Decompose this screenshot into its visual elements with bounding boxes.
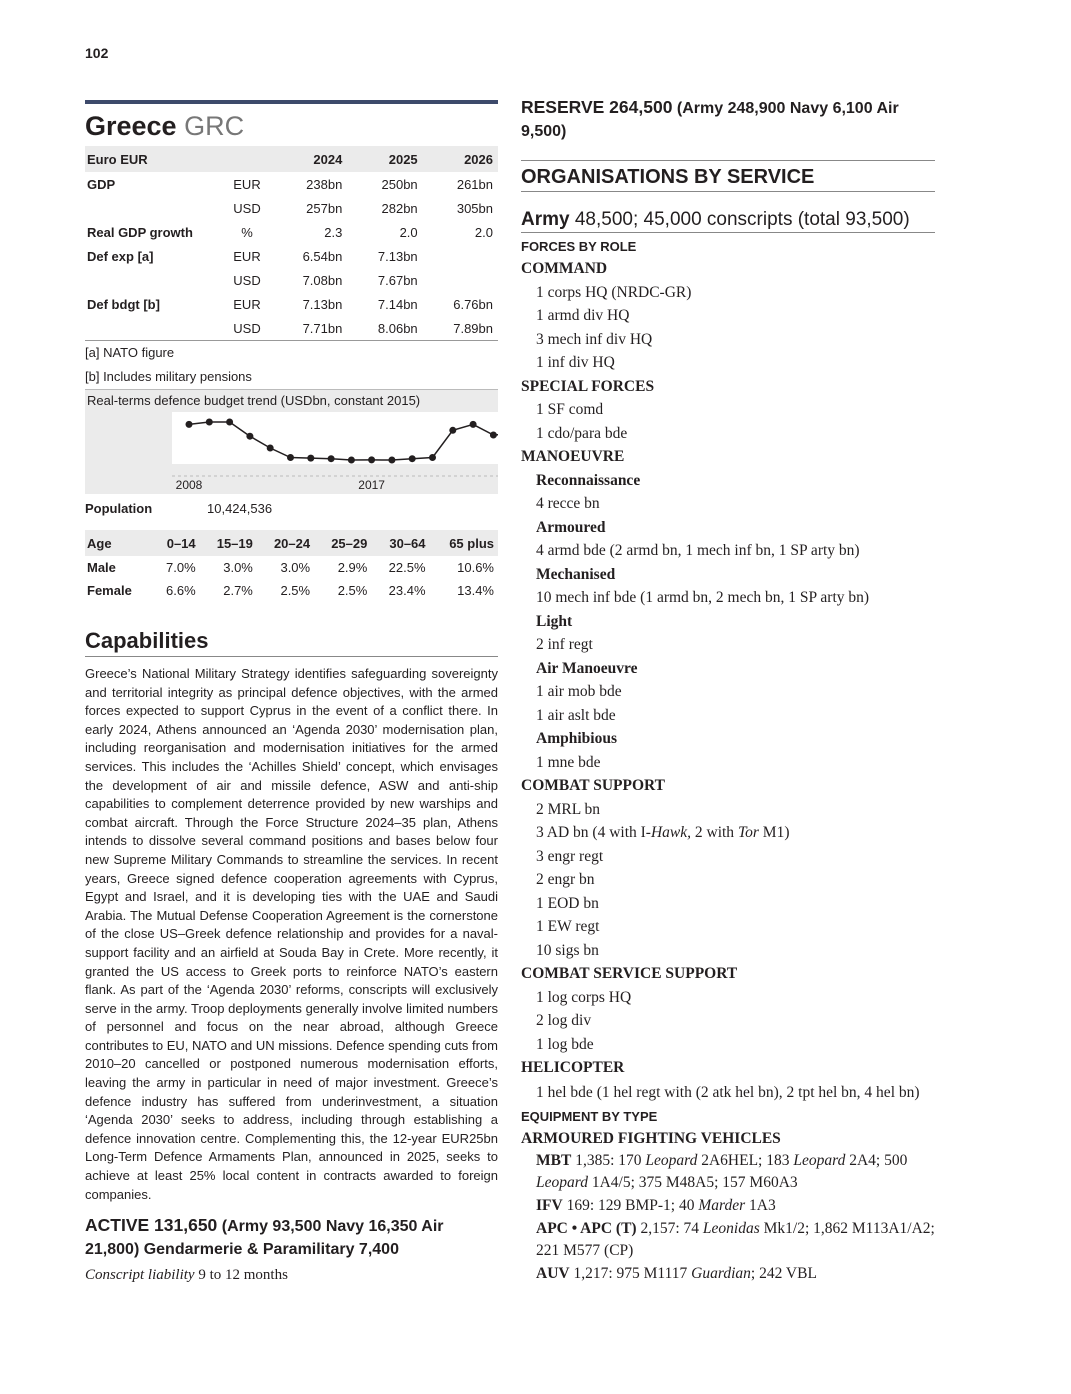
- conscript-label: Conscript liability: [85, 1267, 195, 1284]
- age-table: [85, 530, 498, 602]
- ifv-text: 1A3: [745, 1197, 776, 1214]
- data-point: [246, 433, 253, 440]
- age-table-column-header: 30–64: [371, 530, 429, 556]
- data-point: [449, 427, 456, 434]
- role-subcategory-heading: Mechanised: [536, 565, 616, 583]
- conscript-value: 9 to 12 months: [198, 1267, 288, 1284]
- age-table-cell: 7.0%: [166, 560, 196, 575]
- orbat-column: [521, 96, 935, 1286]
- role-item: 1 cdo/para bde: [536, 424, 628, 442]
- role-item: 4 recce bn: [536, 495, 600, 512]
- role-subcategory-heading: Reconnaissance: [536, 471, 641, 489]
- data-point: [409, 455, 416, 462]
- economic-table-cell: [423, 268, 498, 292]
- economic-table-column-header: 2026: [423, 146, 498, 172]
- apc-entry: [521, 1218, 935, 1262]
- role-item: 2 MRL bn: [536, 800, 601, 818]
- active-personnel: [85, 1214, 498, 1261]
- age-table-cell: 6.6%: [166, 583, 196, 598]
- role-category-heading: MANOEUVRE: [521, 448, 625, 465]
- age-table-column-header: 0–14: [151, 530, 200, 556]
- age-table-cell: 2.7%: [223, 583, 253, 598]
- economic-table-column-header: 2024: [272, 146, 347, 172]
- economic-table-cell: EUR: [233, 176, 261, 192]
- forces-by-role-heading: FORCES BY ROLE: [521, 239, 637, 254]
- trend-line-chart: [85, 390, 498, 494]
- mbt-type: Leopard: [645, 1152, 698, 1169]
- age-table-cell: 22.5%: [388, 560, 426, 575]
- ifv-label: IFV: [536, 1197, 563, 1214]
- age-table-column-header: Age: [85, 530, 151, 556]
- data-point: [470, 421, 477, 428]
- organisations-heading: ORGANISATIONS BY SERVICE: [521, 160, 935, 192]
- economic-table-cell: [85, 196, 222, 220]
- age-table-cell: 23.4%: [388, 583, 426, 598]
- role-item: 1 log bde: [536, 1035, 594, 1053]
- role-item: 10 sigs bn: [536, 941, 599, 959]
- economic-table-row: [85, 196, 498, 220]
- role-item: 1 armd div HQ: [536, 307, 630, 324]
- role-item: 1 log corps HQ: [536, 988, 632, 1006]
- economic-table-cell: USD: [222, 316, 272, 341]
- role-category-heading: COMBAT SUPPORT: [521, 777, 665, 794]
- age-table-column-header: 25–29: [314, 530, 371, 556]
- economic-table-row: [85, 172, 498, 196]
- role-category-heading: COMMAND: [521, 260, 608, 277]
- economic-table-cell: 2.0: [399, 224, 418, 240]
- data-point: [287, 454, 294, 461]
- capabilities-text: Greece’s National Military Strategy identifies safeguarding sovereignty and territorial integrity as principal defence objectives, with the armed forces expected to support Cyprus in the event of a conflict there. In early 2024, Athens announced an ‘Agenda 2030’ modernisation plan, including reorganisation and modernisation initiatives for the armed services. This includes the ‘Achilles Shield’ concept, which envisages the development of air and missile defence, ASW and anti-ship capabilities to complement deterrence provided by new warships and combat aircraft. Through the Force Structure 2024–35 plan, Athens intends to dissolve several command positions and bases below four new Supreme Military Commands to streamline the services. In recent years, Greece signed defence cooperation agreements with Cyprus, Egypt and Israel, and it is developing ties with the UAE and Saudi Arabia. The Mutual Defense Cooperation Agreement is the cornerstone of the close US–Greek defence relationship and provides for a naval-support facility and an airfield at Souda Bay in Crete. More recently, it granted the US access to Greek ports to reinforce NATO’s eastern flank. As part of the ‘Agenda 2030’ reforms, conscripts will exclusively serve in the army. Troop deployments generally involve limited numbers of personnel and focus on the near abroad, although Greece contributes to EU, NATO and UN missions. Defence spending cuts from 2010–20 cancelled or postponed numerous modernisation efforts, leaving the army in particular in need of major investment. Greece’s defence industry has suffered from underinvestment, a situation ‘Agenda 2030’ seeks to address, including through establishing a defence innovation centre. Complementing this, the 12-year EUR25bn Long-Term Defence Armaments Plan, announced in 2025, seeks to achieve at least 25% local content in contracts awarded to foreign companies.: [85, 666, 498, 1202]
- economic-table-cell: 257bn: [306, 200, 343, 216]
- role-item: 3 mech inf div HQ: [536, 330, 653, 348]
- economic-table-cell: [423, 244, 498, 268]
- economic-table-cell: 282bn: [381, 200, 418, 216]
- mbt-text: 1,385: 170: [571, 1152, 646, 1169]
- economic-table-cell: 2.0: [474, 224, 493, 240]
- x-tick-label: 2008: [175, 478, 203, 492]
- apc-label: APC • APC (T): [536, 1220, 637, 1237]
- role-item-text: M1): [758, 824, 790, 841]
- mbt-type: Leopard: [793, 1152, 846, 1169]
- economic-table-row: [85, 316, 498, 341]
- ifv-text: 169: 129 BMP-1; 40: [562, 1197, 699, 1214]
- economic-table: [85, 146, 498, 341]
- economic-table-row: [85, 268, 498, 292]
- note-a: [a] NATO figure: [85, 345, 175, 360]
- data-point: [206, 419, 213, 426]
- conscript-liability: [85, 1267, 498, 1284]
- role-item: 3 engr regt: [536, 847, 604, 865]
- role-item: 1 SF comd: [536, 401, 604, 418]
- economic-table-row: [85, 220, 498, 244]
- data-point: [490, 432, 497, 439]
- active-label: ACTIVE 131,650: [85, 1215, 218, 1236]
- reserve-personnel: [521, 96, 935, 143]
- age-table-column-header: 15–19: [200, 530, 257, 556]
- economic-table-cell: 7.13bn: [302, 296, 343, 312]
- role-item: 1 air mob bde: [536, 683, 622, 700]
- economic-table-cell: 7.71bn: [272, 316, 347, 341]
- economic-table-cell: 7.13bn: [377, 248, 418, 264]
- budget-trend-chart: [85, 389, 498, 494]
- age-table-column-header: 65 plus: [430, 530, 498, 556]
- economic-table-cell: 6.76bn: [453, 296, 493, 312]
- role-item: 2 inf regt: [536, 636, 593, 653]
- age-table-row: [85, 556, 498, 579]
- role-category-heading: HELICOPTER: [521, 1059, 625, 1076]
- economic-table-cell: GDP: [87, 176, 116, 192]
- role-item: 1 inf div HQ: [536, 354, 615, 371]
- economic-table-header: [85, 146, 498, 172]
- equipment-heading: EQUIPMENT BY TYPE: [521, 1108, 658, 1124]
- mbt-entry: [521, 1150, 935, 1194]
- economic-table-row: [85, 292, 498, 316]
- economic-table-cell: 250bn: [381, 176, 418, 192]
- age-table-cell: Male: [87, 560, 116, 575]
- data-point: [267, 445, 274, 452]
- economic-table-cell: 305bn: [456, 200, 493, 216]
- role-item: 2 log div: [536, 1012, 592, 1029]
- age-table-cell: 2.5%: [280, 583, 311, 598]
- country-name: Greece: [85, 111, 177, 141]
- role-category-heading: COMBAT SERVICE SUPPORT: [521, 965, 738, 982]
- army-detail: 48,500; 45,000 conscripts (total 93,500): [574, 209, 910, 230]
- age-table-header: [85, 530, 498, 556]
- system-name: Tor: [737, 824, 759, 841]
- data-point: [307, 455, 314, 462]
- country-title: [85, 111, 498, 142]
- note-b: [b] Includes military pensions: [85, 369, 252, 384]
- role-item: 10 mech inf bde (1 armd bn, 2 mech bn, 1 SP arty bn): [536, 589, 870, 606]
- age-table-cell: 3.0%: [280, 560, 311, 575]
- role-subcategory-heading: Amphibious: [536, 730, 617, 747]
- auv-text: ; 242 VBL: [750, 1265, 817, 1282]
- economic-table-cell: Def bdgt [b]: [87, 296, 160, 312]
- data-point: [186, 421, 193, 428]
- economic-table-cell: [85, 268, 222, 292]
- data-point: [226, 419, 233, 426]
- role-item-text: 3 AD bn (4 with I-: [536, 824, 651, 841]
- role-item: 1 hel bde (1 hel regt with (2 atk hel bn), 2 tpt hel bn, 4 hel bn): [536, 1083, 920, 1101]
- economic-table-cell: 8.06bn: [347, 316, 422, 341]
- role-item: 1 EW regt: [536, 918, 600, 935]
- economic-table-cell: 261bn: [456, 176, 493, 192]
- apc-type: Leonidas: [702, 1220, 760, 1237]
- reserve-label: RESERVE 264,500: [521, 97, 673, 117]
- mbt-text: 2A6HEL; 183: [697, 1152, 794, 1169]
- economic-table-cell: 238bn: [306, 176, 343, 192]
- role-item: 1 EOD bn: [536, 894, 599, 912]
- ifv-entry: [521, 1195, 935, 1217]
- role-item-text: 2 with: [691, 824, 738, 841]
- economic-table-column-header: [222, 146, 272, 172]
- role-subcategory-heading: Light: [536, 612, 573, 630]
- age-table-cell: 2.9%: [337, 560, 368, 575]
- x-tick-label: 2017: [358, 478, 385, 492]
- economic-table-cell: 2.3: [324, 224, 343, 240]
- apc-text: 2,157: 74: [636, 1220, 703, 1237]
- auv-type: Guardian: [691, 1265, 751, 1282]
- mbt-text: 1A4/5; 375 M48A5; 157 M60A3: [587, 1174, 798, 1191]
- economic-table-cell: USD: [233, 272, 261, 288]
- economic-table-cell: EUR: [233, 296, 261, 312]
- age-table-cell: 13.4%: [457, 583, 494, 598]
- economic-table-cell: Real GDP growth: [87, 224, 193, 240]
- role-item: [521, 821, 935, 845]
- ifv-type: Marder: [698, 1197, 746, 1214]
- age-table-row: [85, 579, 498, 602]
- role-subcategory-heading: Armoured: [536, 518, 606, 536]
- age-table-cell: 3.0%: [223, 560, 253, 575]
- auv-entry: [521, 1263, 935, 1285]
- data-point: [429, 454, 436, 461]
- economic-table-cell: 7.14bn: [377, 296, 418, 312]
- role-subcategory-heading: Air Manoeuvre: [536, 659, 638, 677]
- population-row: [85, 494, 498, 524]
- active-detail: (Army 93,500 Navy 16,350 Air 21,800) Gendarmerie & Paramilitary 7,400: [85, 1218, 444, 1259]
- data-point: [388, 457, 395, 464]
- system-name: Hawk,: [650, 824, 691, 841]
- army-name: Army: [521, 209, 570, 230]
- role-item: 1 mne bde: [536, 753, 601, 771]
- afv-heading: ARMOURED FIGHTING VEHICLES: [521, 1129, 781, 1147]
- data-point: [328, 455, 335, 462]
- auv-text: 1,217: 975 M1117: [569, 1265, 692, 1282]
- page-number: 102: [85, 45, 109, 61]
- role-item: 4 armd bde (2 armd bn, 1 mech inf bn, 1 SP arty bn): [536, 542, 860, 559]
- economic-table-cell: %: [241, 224, 253, 240]
- auv-label: AUV: [536, 1265, 570, 1282]
- age-table-column-header: 20–24: [257, 530, 314, 556]
- role-item: 1 corps HQ (NRDC-GR): [536, 283, 692, 301]
- chart-title: Real-terms defence budget trend (USDbn, constant 2015): [87, 393, 421, 408]
- economic-table-cell: 7.89bn: [423, 316, 498, 341]
- age-table-cell: Female: [87, 583, 132, 598]
- capabilities-heading: Capabilities: [85, 628, 498, 657]
- economic-table-cell: Def exp [a]: [87, 248, 154, 264]
- economic-table-cell: EUR: [233, 248, 261, 264]
- data-point: [348, 457, 355, 464]
- role-category-heading: SPECIAL FORCES: [521, 377, 655, 395]
- data-point: [368, 456, 375, 463]
- chart-plot-area: [172, 412, 498, 464]
- economic-table-row: [85, 244, 498, 268]
- header-rule: [85, 100, 498, 104]
- age-table-cell: 2.5%: [337, 583, 368, 598]
- economic-table-cell: 7.67bn: [377, 272, 418, 288]
- army-heading: [521, 209, 935, 233]
- mbt-text: 2A4; 500: [845, 1152, 908, 1169]
- reserve-detail: (Army 248,900 Navy 6,100 Air 9,500): [521, 100, 899, 140]
- country-code: GRC: [184, 111, 245, 141]
- age-table-cell: 10.6%: [457, 560, 494, 575]
- apc-text: Mk1/2; 1,862 M113A1/A2; 221 M577 (CP): [536, 1220, 935, 1259]
- country-profile-column: [85, 100, 498, 1284]
- population-value: 10,424,536: [207, 501, 273, 516]
- mbt-label: MBT: [536, 1152, 572, 1169]
- role-item: 2 engr bn: [536, 871, 595, 888]
- economic-table-cell: 6.54bn: [302, 248, 343, 264]
- mbt-type: Leopard: [536, 1174, 588, 1191]
- population-label: Population: [85, 501, 153, 516]
- economic-table-column-header: Euro EUR: [85, 146, 222, 172]
- economic-table-cell: 7.08bn: [302, 272, 343, 288]
- economic-table-cell: [85, 316, 222, 341]
- economic-table-column-header: 2025: [347, 146, 422, 172]
- role-item: 1 air aslt bde: [536, 706, 616, 724]
- forces-by-role-list: [521, 257, 935, 1103]
- economic-table-cell: USD: [233, 200, 261, 216]
